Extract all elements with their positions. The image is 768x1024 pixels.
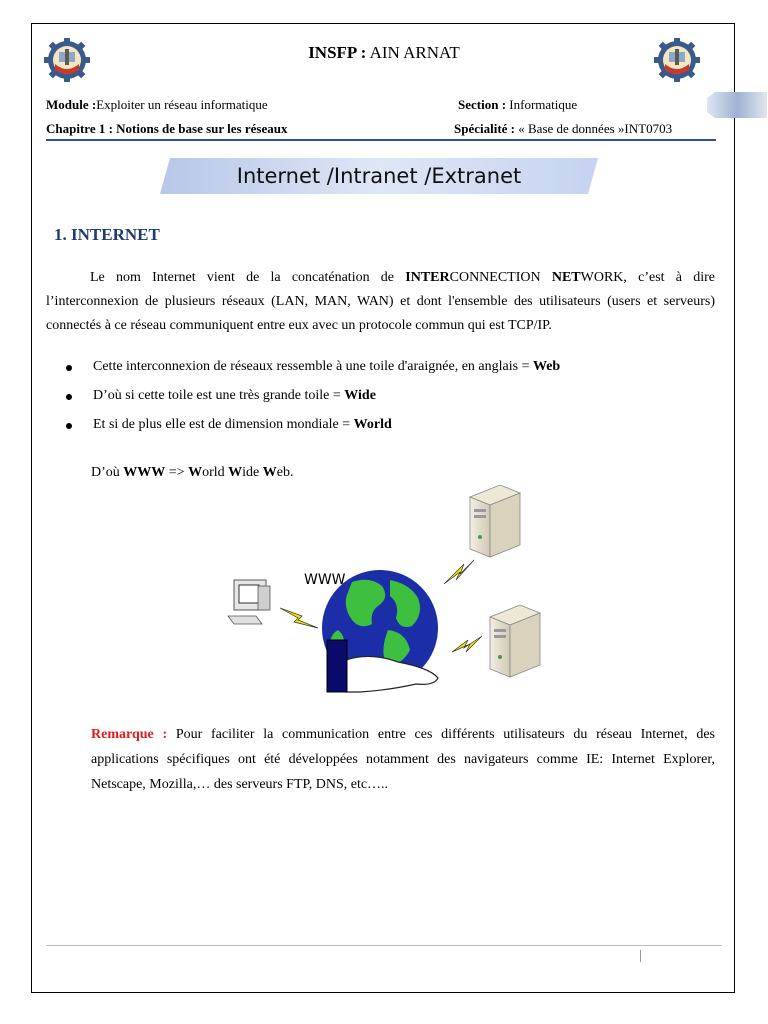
page-tab-decoration	[707, 92, 767, 118]
bullet-icon	[66, 365, 72, 371]
footer-rule	[46, 945, 722, 946]
bullet-icon	[66, 394, 72, 400]
module-line: Module :Exploiter un réseau informatique	[46, 97, 268, 112]
list-item: Et si de plus elle est de dimension mondiale = World	[66, 413, 706, 442]
section-heading: 1. INTERNET	[54, 225, 160, 244]
www-definition: D’où WWW => World Wide Web.	[91, 465, 294, 480]
header-rule	[46, 139, 716, 141]
institution-title: INSFP : AIN ARNAT	[308, 43, 460, 62]
bullet-icon	[66, 423, 72, 429]
page-title: Internet /Intranet /Extranet	[236, 164, 522, 188]
footer-marker	[640, 950, 641, 962]
chapter-line: Chapitre 1 : Notions de base sur les réseaux	[46, 121, 288, 136]
remark-label: Remarque :	[91, 727, 168, 742]
internet-diagram	[220, 480, 550, 700]
server-icon	[490, 605, 540, 677]
specialty-line: Spécialité : « Base de données »INT0703	[454, 121, 673, 136]
server-icon	[470, 485, 520, 557]
list-item: D’où si cette toile est une très grande toile = Wide	[66, 384, 706, 413]
remark-paragraph: Remarque : Pour faciliter la communication entre ces différents utilisateurs du réseau Internet, des applications spécifiques ont été développées notamment des navigateurs comme IE: Internet Explorer, Netscape, Mozilla,… des serveurs FTP, DNS, etc…..	[91, 727, 715, 792]
section-line: Section : Informatique	[458, 97, 578, 112]
list-item: Cette interconnexion de réseaux ressemble à une toile d'araignée, en anglais = Web	[66, 355, 706, 384]
computer-icon	[228, 580, 270, 624]
diagram-label: WWW	[304, 572, 346, 588]
intro-paragraph: Le nom Internet vient de la concaténation de INTERCONNECTION NETWORK, c’est à dire l’interconnexion de plusieurs réseaux (LAN, MAN, WAN) et dont l'ensemble des utilisateurs (users et serveurs) connectés à ce réseau communiquent entre eux avec un protocole commun qui est TCP/IP.	[46, 270, 715, 333]
bullet-list	[66, 355, 706, 442]
